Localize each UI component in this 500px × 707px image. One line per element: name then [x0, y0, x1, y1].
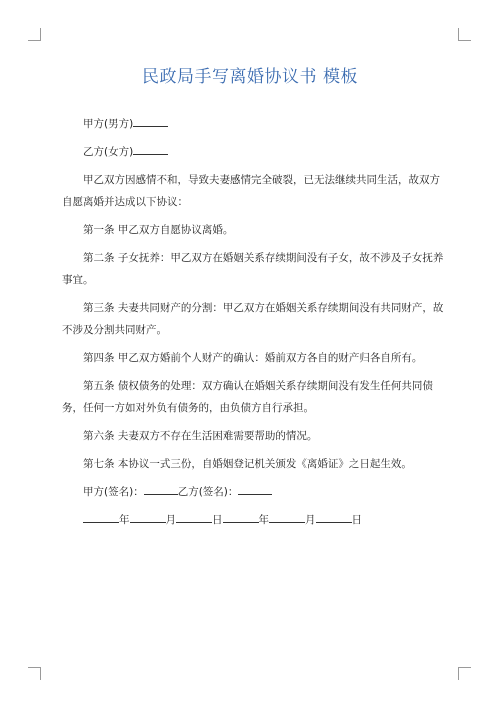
year-unit-1: 年	[119, 514, 130, 526]
party-b-line	[62, 141, 448, 163]
year-blank-2[interactable]	[223, 510, 259, 523]
article-6: 第六条 夫妻双方不存在生活困难需要帮助的情况。	[83, 430, 318, 442]
day-unit-1: 日	[212, 514, 223, 526]
month-blank-2[interactable]	[269, 510, 305, 523]
party-a-blank[interactable]	[133, 114, 168, 127]
month-blank-1[interactable]	[130, 510, 166, 523]
article-2: 第二条 子女抚养：甲乙双方在婚姻关系存续期间没有子女，故不涉及子女抚养事宜。	[62, 252, 444, 286]
article-3: 第三条 夫妻共同财产的分割：甲乙双方在婚姻关系存续期间没有共同财产，故不涉及分割共同财产。	[62, 302, 444, 336]
article-4: 第四条 甲乙双方婚前个人财产的确认：婚前双方各自的财产归各自所有。	[83, 352, 423, 364]
party-b-signature-blank[interactable]	[238, 482, 272, 495]
crop-mark-bottom-right	[458, 667, 471, 680]
party-a-signature-label: 甲方(签名)：	[83, 486, 144, 498]
party-a-line	[62, 113, 448, 135]
article-1: 第一条 甲乙双方自愿协议离婚。	[83, 224, 234, 236]
party-b-label: 乙方(女方)	[83, 146, 134, 158]
year-unit-2: 年	[258, 514, 269, 526]
day-blank-2[interactable]	[316, 510, 352, 523]
crop-mark-top-right	[458, 28, 471, 41]
article-5: 第五条 债权债务的处理：双方确认在婚姻关系存续期间没有发生任何共同债务，任何一方如对外负有债务的，由负债方自行承担。	[62, 380, 433, 414]
crop-mark-top-left	[28, 28, 41, 41]
crop-mark-bottom-left	[28, 667, 41, 680]
year-blank-1[interactable]	[83, 510, 119, 523]
month-unit-2: 月	[305, 514, 316, 526]
article-7: 第七条 本协议一式三份，自婚姻登记机关颁发《离婚证》之日起生效。	[83, 458, 412, 470]
party-a-signature-blank[interactable]	[144, 482, 178, 495]
date-line	[62, 509, 448, 531]
document-body	[62, 113, 448, 537]
party-b-blank[interactable]	[133, 142, 168, 155]
party-a-label: 甲方(男方)	[83, 118, 134, 130]
day-blank-1[interactable]	[176, 510, 212, 523]
document-title: 民政局手写离婚协议书 模板	[142, 67, 358, 87]
signature-line	[62, 481, 448, 503]
party-b-signature-label: 乙方(签名)：	[177, 486, 239, 498]
intro-paragraph: 甲乙双方因感情不和，导致夫妻感情完全破裂，已无法继续共同生活，故双方自愿离婚并达成以下协议：	[62, 174, 440, 208]
day-unit-2: 日	[351, 514, 362, 526]
month-unit-1: 月	[165, 514, 176, 526]
